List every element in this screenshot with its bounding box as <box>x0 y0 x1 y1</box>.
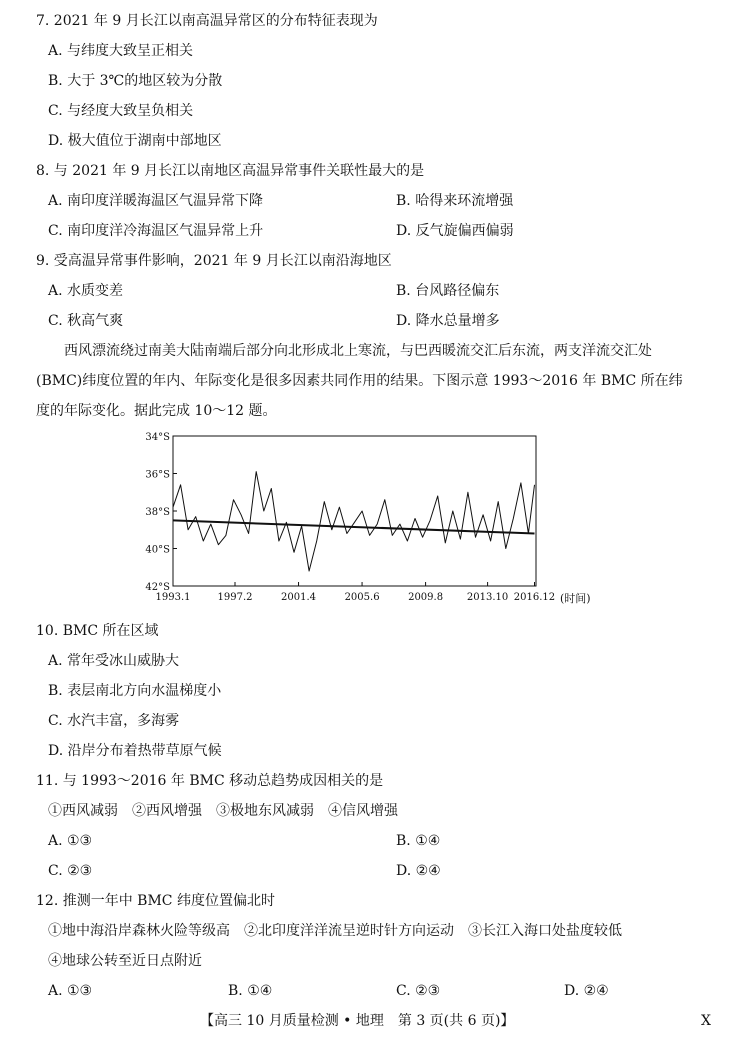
question-7-option-b: B. 大于 3℃的地区较为分散 <box>48 73 223 89</box>
chart-series-group <box>173 472 535 571</box>
question-12-option-d: D. ②④ <box>564 983 609 999</box>
chart-x-axis <box>156 582 556 603</box>
y-tick-label: 38°S <box>145 507 170 518</box>
x-tick-label: 1997.2 <box>217 592 253 603</box>
question-12-statements-line-2: ④地球公转至近日点附近 <box>48 953 202 969</box>
x-tick-label: 2005.6 <box>344 592 380 603</box>
question-9-option-d: D. 降水总量增多 <box>396 313 500 329</box>
question-8-option-d: D. 反气旋偏西偏弱 <box>396 223 514 239</box>
chart-plot-frame <box>173 436 536 586</box>
question-11-statements: ①西风减弱 ②西风增强 ③极地东风减弱 ④信风增强 <box>48 803 398 819</box>
question-11-option-b: B. ①④ <box>396 833 441 849</box>
question-10-stem: 10. BMC 所在区域 <box>36 623 159 639</box>
question-9-option-c: C. 秋高气爽 <box>48 313 124 329</box>
question-7-stem: 7. 2021 年 9 月长江以南高温异常区的分布特征表现为 <box>36 13 378 29</box>
y-tick-label: 42°S <box>145 582 170 593</box>
question-8-option-b: B. 哈得来环流增强 <box>396 193 514 209</box>
page-id-marker: X <box>701 1013 711 1029</box>
question-12-statements-line-1: ①地中海沿岸森林火险等级高 ②北印度洋洋流呈逆时针方向运动 ③长江入海口处盐度较低 <box>48 923 622 939</box>
question-11-option-c: C. ②③ <box>48 863 93 879</box>
x-tick-label: 2013.10 <box>466 592 509 603</box>
question-10-option-a: A. 常年受冰山威胁大 <box>48 653 180 669</box>
x-tick-label: 2016.12 <box>513 592 556 603</box>
chart-x-axis-label: (时间) <box>560 592 591 605</box>
question-10-option-b: B. 表层南北方向水温梯度小 <box>48 683 222 699</box>
question-9-stem: 9. 受高温异常事件影响，2021 年 9 月长江以南沿海地区 <box>36 253 392 269</box>
question-8-stem: 8. 与 2021 年 9 月长江以南地区高温异常事件关联性最大的是 <box>36 163 425 179</box>
passage-line-3: 度的年际变化。据此完成 10～12 题。 <box>36 403 277 419</box>
question-11-stem: 11. 与 1993～2016 年 BMC 移动总趋势成因相关的是 <box>36 773 384 789</box>
question-11-option-a: A. ①③ <box>48 833 93 849</box>
passage-line-1: 西风漂流绕过南美大陆南端后部分向北形成北上寒流，与巴西暖流交汇后东流，两支洋流交汇处 <box>64 343 652 359</box>
question-12-stem: 12. 推测一年中 BMC 纬度位置偏北时 <box>36 893 275 909</box>
y-tick-label: 34°S <box>145 432 170 443</box>
bmc-latitude-series-line <box>173 472 535 571</box>
page-footer: 【高三 10 月质量检测 • 地理 第 3 页(共 6 页)】 <box>200 1013 515 1029</box>
question-10-option-d: D. 沿岸分布着热带草原气候 <box>48 743 222 759</box>
chart-y-axis <box>145 432 177 593</box>
question-12-option-b: B. ①④ <box>228 983 273 999</box>
question-8-option-a: A. 南印度洋暖海温区气温异常下降 <box>48 193 264 209</box>
question-9-option-a: A. 水质变差 <box>48 283 124 299</box>
bmc-latitude-chart <box>140 430 610 610</box>
question-9-option-b: B. 台风路径偏东 <box>396 283 500 299</box>
question-7-option-d: D. 极大值位于湖南中部地区 <box>48 133 222 149</box>
question-12-option-c: C. ②③ <box>396 983 441 999</box>
x-tick-label: 2001.4 <box>281 592 317 603</box>
y-tick-label: 40°S <box>145 544 170 556</box>
question-10-option-c: C. 水汽丰富，多海雾 <box>48 713 180 729</box>
question-12-option-a: A. ①③ <box>48 983 93 999</box>
x-tick-label: 2009.8 <box>408 592 444 603</box>
y-tick-label: 36°S <box>145 469 170 481</box>
question-8-option-c: C. 南印度洋冷海温区气温异常上升 <box>48 223 264 239</box>
x-tick-label: 1993.1 <box>155 592 191 603</box>
question-11-option-d: D. ②④ <box>396 863 441 879</box>
passage-line-2: (BMC)纬度位置的年内、年际变化是很多因素共同作用的结果。下图示意 1993～2016 年 BMC 所在纬 <box>36 373 683 389</box>
question-7-option-a: A. 与纬度大致呈正相关 <box>48 43 194 59</box>
question-7-option-c: C. 与经度大致呈负相关 <box>48 103 194 119</box>
